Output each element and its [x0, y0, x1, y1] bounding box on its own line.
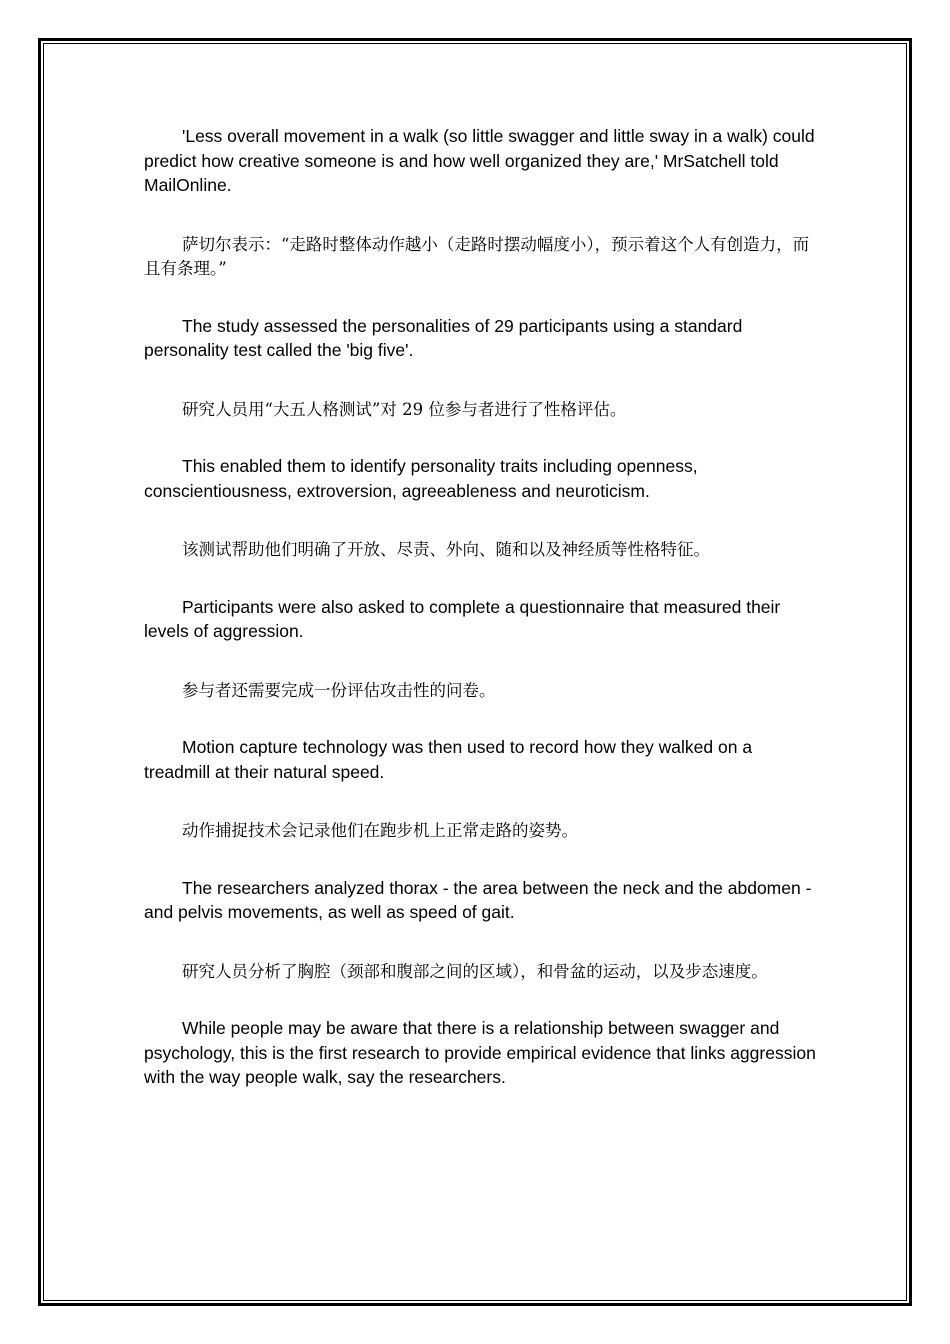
paragraph-en-2: The study assessed the personalities of 29 participants using a standard personality test called the 'big five'.: [144, 315, 743, 360]
paragraph-zh-2: 研究人员用“大五人格测试”对 29 位参与者进行了性格评估。: [182, 399, 627, 419]
paragraph-en-3: This enabled them to identify personality traits including openness, conscientiousness, extroversion, agreeableness and neuroticism.: [144, 456, 698, 501]
paragraph-en-6: The researchers analyzed thorax - the area between the neck and the abdomen - and pelvis movements, as well as speed of gait.: [144, 877, 812, 922]
paragraph-zh-5: 动作捕捉技术会记录他们在跑步机上正常走路的姿势。: [182, 821, 578, 840]
paragraph-zh-4: 参与者还需要完成一份评估攻击性的问卷。: [182, 680, 496, 700]
paragraph-en-7: While people may be aware that there is a relationship between swagger and psychology, this is the first research to provide empirical evidence that links aggression with the way people walk, say the researchers.: [144, 1018, 816, 1087]
paragraph-en-5: Motion capture technology was then used to record how they walked on a treadmill at their natural speed.: [144, 737, 753, 782]
paragraph-en-1: 'Less overall movement in a walk (so little swagger and little sway in a walk) could predict how creative someone is and how well organized they are,' MrSatchell told MailOnline.: [144, 126, 815, 195]
document-body: [144, 124, 816, 1090]
paragraph-zh-1: 萨切尔表示：“走路时整体动作越小（走路时摆动幅度小），预示着这个人有创造力，而且有条理。”: [144, 234, 810, 278]
paragraph-en-4: Participants were also asked to complete a questionnaire that measured their levels of aggression.: [144, 596, 781, 641]
paragraph-zh-3: 该测试帮助他们明确了开放、尽责、外向、随和以及神经质等性格特征。: [182, 540, 710, 559]
paragraph-zh-6: 研究人员分析了胸腔（颈部和腹部之间的区域），和骨盆的运动，以及步态速度。: [182, 961, 768, 981]
